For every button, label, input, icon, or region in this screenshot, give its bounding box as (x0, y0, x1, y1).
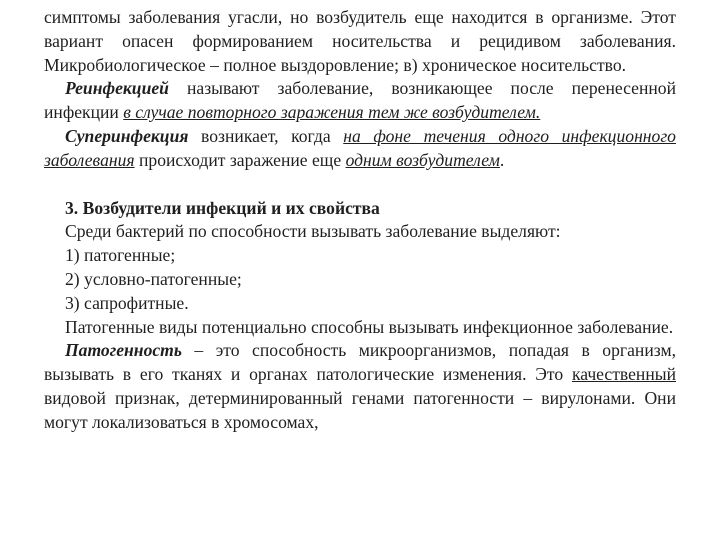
term-reinfection: Реинфекцией (65, 78, 169, 99)
list-item (44, 268, 676, 292)
superinfection-text-2: происходит заражение еще (134, 149, 346, 170)
superinfection-emphasis-2: одним возбудителем (345, 149, 500, 170)
paragraph-superinfection (44, 125, 676, 173)
term-pathogenicity: Патогенность (65, 340, 182, 361)
section-heading-text: 3. Возбудители инфекций и их свойства (65, 197, 380, 218)
superinfection-emphasis-1: на фоне течения одного инфекционного заболевания (44, 125, 676, 170)
paragraph-pathogenicity (44, 339, 676, 434)
list-item (44, 292, 676, 316)
list-item (44, 244, 676, 268)
paragraph-gap (44, 173, 676, 197)
superinfection-text-3: . (499, 149, 505, 170)
reinfection-text: называют заболевание, возникающее после перенесенной инфекции (44, 78, 676, 123)
paragraph-symptoms (44, 6, 676, 77)
paragraph-symptoms-text: симптомы заболевания угасли, но возбудитель еще находится в организме. Этот вариант опасен формированием носительства и рецидивом заболевания. Микробиологическое – полное выздоровление; в) хроническое носительство. (44, 7, 676, 75)
reinfection-emphasis: в случае повторного заражения тем же возбудителем. (123, 102, 541, 123)
list-item-text: 1) патогенные; (65, 245, 176, 266)
paragraph-pathogenic-species (44, 316, 676, 340)
list-item-text: 2) условно-патогенные; (65, 268, 242, 289)
pathogenicity-emphasis: качественный (571, 364, 676, 385)
section-heading (44, 197, 676, 221)
term-superinfection: Суперинфекция (65, 125, 189, 146)
list-item-text: 3) сапрофитные. (65, 292, 189, 313)
superinfection-text-1: возникает, когда (188, 125, 344, 146)
pathogenicity-text-2: видовой признак, детерминированный генами патогенности – вирулонами. Они могут локализоваться в хромосомах, (44, 387, 676, 432)
pathogenic-species-text: Патогенные виды потенциально способны вызывать инфекционное заболевание. (65, 316, 674, 337)
paragraph-reinfection (44, 77, 676, 125)
pathogenicity-text-1: – это способность микроорганизмов, попадая в организм, вызывать в его тканях и органах патологические изменения. Это (44, 340, 676, 385)
intro-text: Среди бактерий по способности вызывать заболевание выделяют: (65, 221, 561, 242)
paragraph-intro (44, 220, 676, 244)
